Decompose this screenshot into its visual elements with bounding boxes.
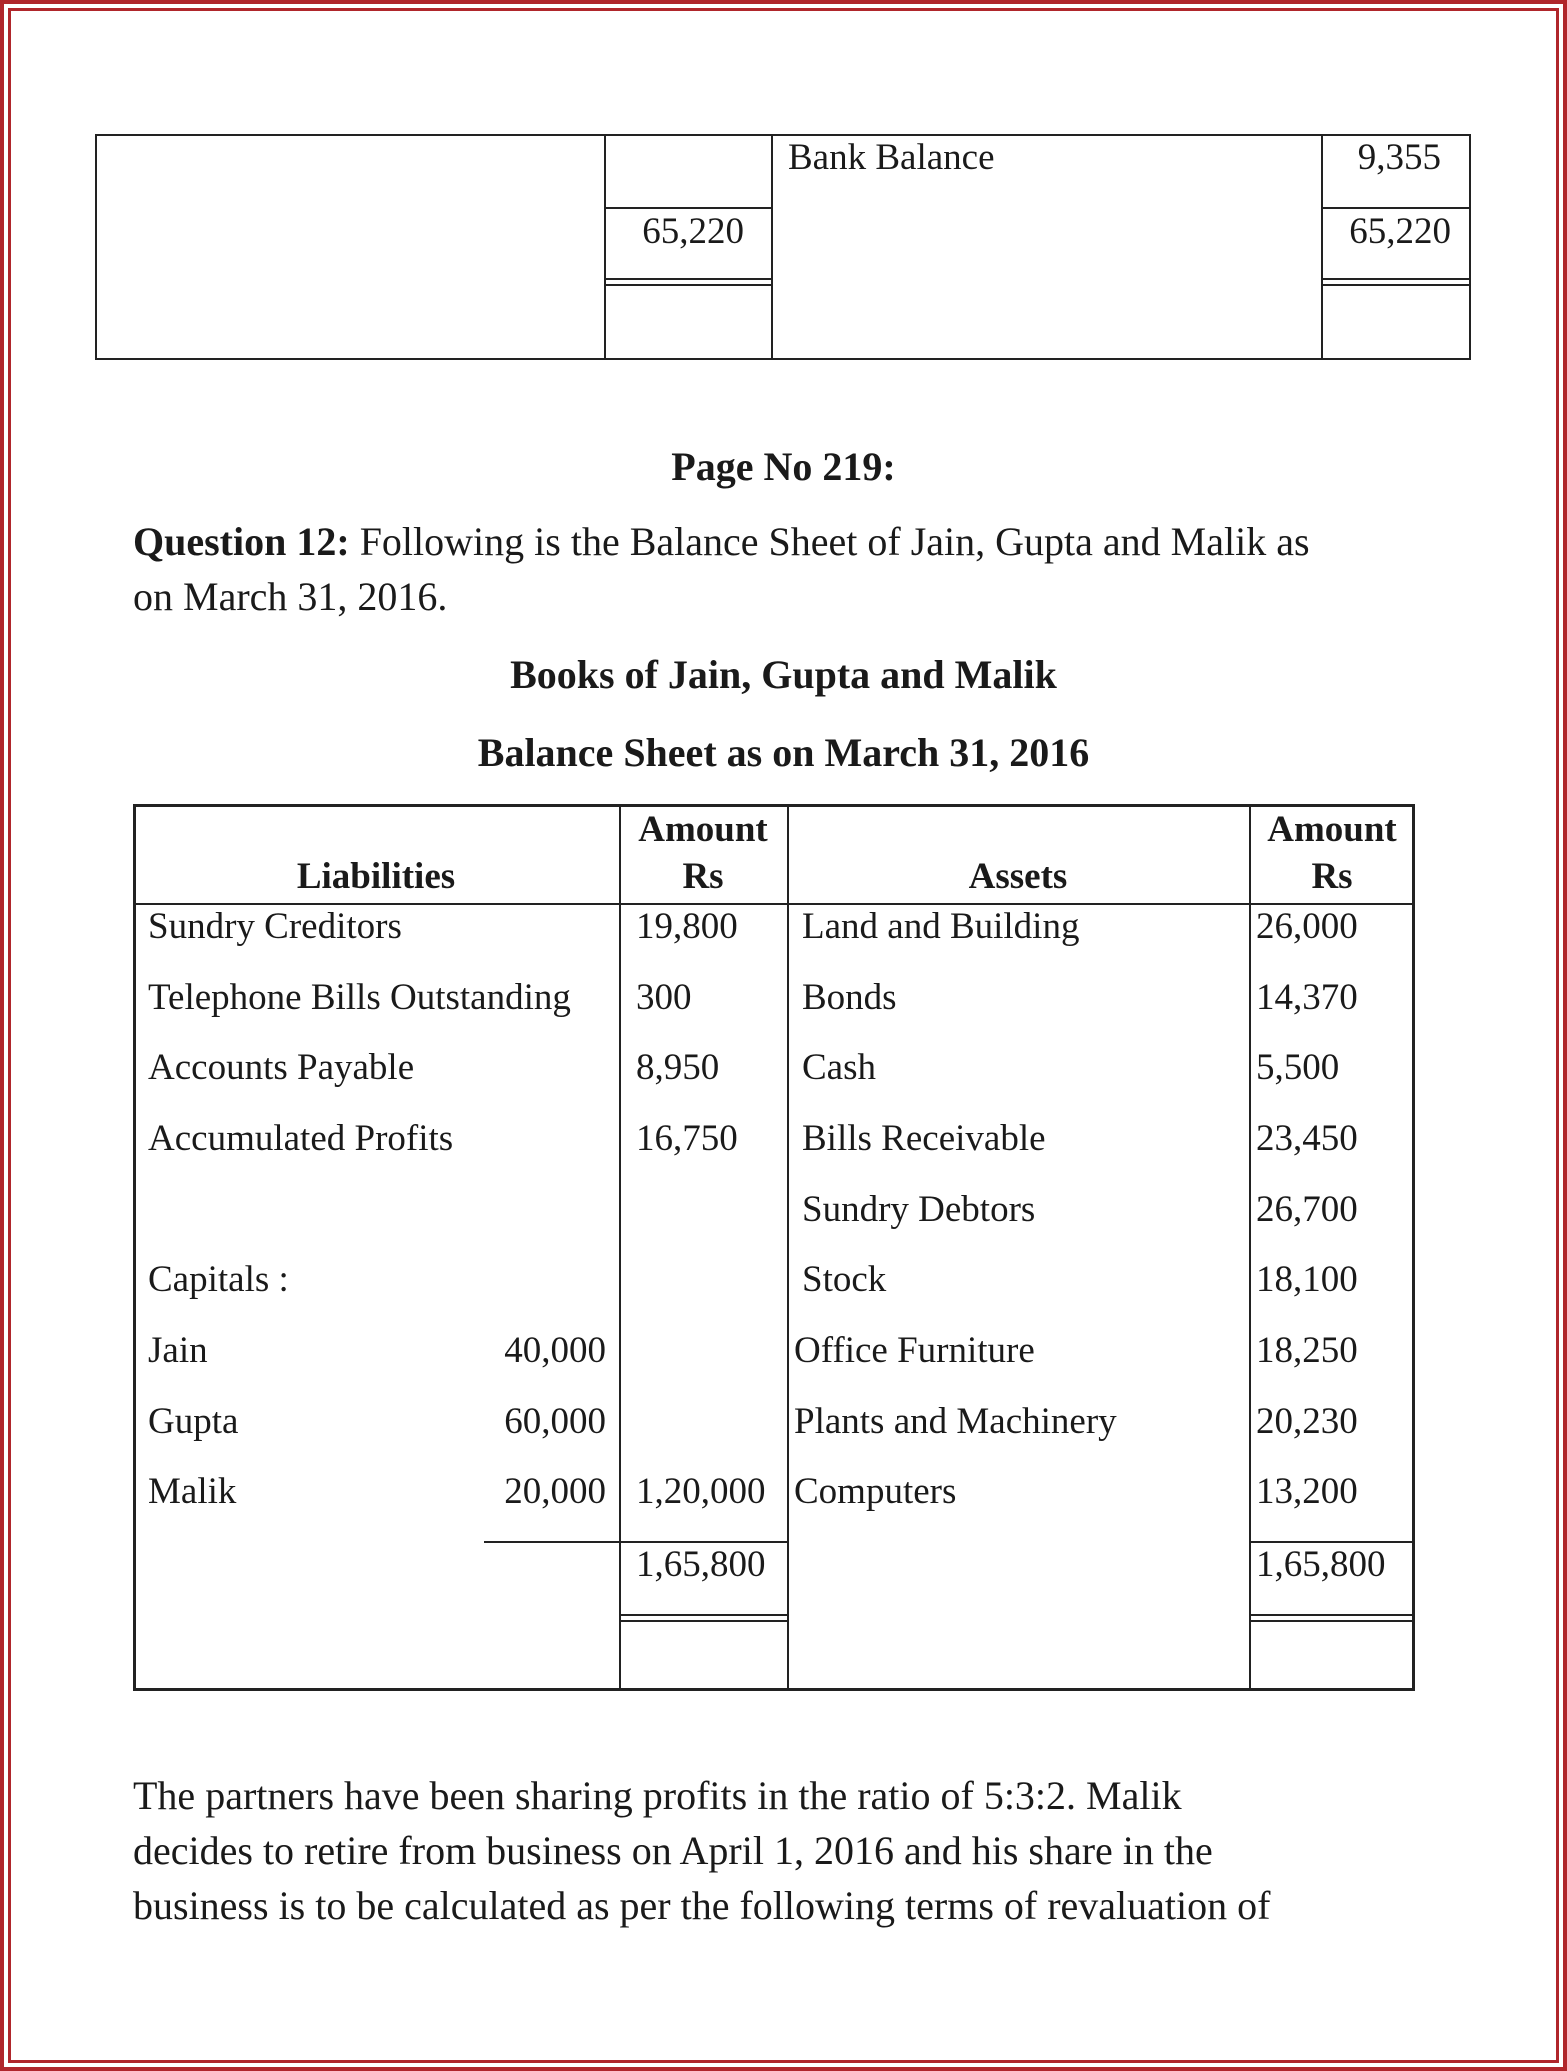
asset-amount: 26,700	[1256, 1189, 1358, 1230]
question-line2: on March 31, 2016.	[133, 574, 448, 619]
liability-amount: 16,750	[636, 1118, 738, 1159]
asset-amount: 14,370	[1256, 977, 1358, 1018]
capital-partner-amount: 60,000	[504, 1401, 606, 1442]
total-rule	[604, 284, 771, 286]
closing-line2: decides to retire from business on April 1, 2016 and his share in the	[133, 1828, 1213, 1873]
total-rule	[619, 1620, 787, 1622]
liability-label: Telephone Bills Outstanding	[148, 977, 571, 1018]
column-divider	[619, 804, 621, 1691]
capitals-subtotal-rule	[484, 1541, 619, 1543]
bank-balance-amount: 9,355	[1357, 137, 1441, 178]
total-rule	[1249, 1614, 1415, 1616]
question-label: Question 12:	[133, 519, 350, 564]
assets-total: 1,65,800	[1256, 1544, 1386, 1585]
asset-label: Cash	[802, 1047, 876, 1088]
asset-label: Land and Building	[802, 906, 1080, 947]
page-heading: Page No 219:	[671, 444, 896, 489]
total-rule	[604, 207, 771, 209]
total-rule	[1321, 284, 1471, 286]
balance-sheet-title: Balance Sheet as on March 31, 2016	[477, 730, 1090, 775]
total-rule	[1249, 1620, 1415, 1622]
asset-amount: 13,200	[1256, 1471, 1358, 1512]
capitals-total: 1,20,000	[636, 1471, 766, 1512]
asset-label: Bonds	[802, 977, 897, 1018]
question-text	[133, 514, 1453, 624]
amount-header-right: Amount	[1267, 809, 1397, 850]
left-total: 65,220	[642, 211, 744, 252]
liability-label: Accounts Payable	[148, 1047, 415, 1088]
asset-amount: 18,100	[1256, 1259, 1358, 1300]
column-divider	[1249, 804, 1251, 1691]
closing-line1: The partners have been sharing profits in the ratio of 5:3:2. Malik	[133, 1773, 1182, 1818]
asset-amount: 26,000	[1256, 906, 1358, 947]
unit-header-right: Rs	[1311, 856, 1353, 897]
liability-label: Sundry Creditors	[148, 906, 402, 947]
liabilities-header: Liabilities	[296, 856, 456, 897]
liability-label: Accumulated Profits	[148, 1118, 454, 1159]
capital-partner-name: Jain	[148, 1330, 208, 1371]
closing-line3: business is to be calculated as per the following terms of revaluation of	[133, 1883, 1271, 1928]
liabilities-total: 1,65,800	[636, 1544, 766, 1585]
capital-partner-amount: 20,000	[504, 1471, 606, 1512]
asset-label: Sundry Debtors	[802, 1189, 1036, 1230]
right-total: 65,220	[1349, 211, 1451, 252]
asset-amount: 5,500	[1256, 1047, 1340, 1088]
asset-label: Bills Receivable	[802, 1118, 1046, 1159]
asset-label: Stock	[802, 1259, 887, 1300]
asset-amount: 20,230	[1256, 1401, 1358, 1442]
capital-partner-amount: 40,000	[504, 1330, 606, 1371]
capital-partner-name: Gupta	[148, 1401, 239, 1442]
total-rule	[619, 1614, 787, 1616]
amount-header-left: Amount	[638, 809, 768, 850]
liability-amount: 8,950	[636, 1047, 720, 1088]
asset-label: Plants and Machinery	[794, 1401, 1117, 1442]
books-title: Books of Jain, Gupta and Malik	[510, 652, 1057, 697]
capitals-label: Capitals :	[148, 1259, 289, 1300]
asset-label: Computers	[794, 1471, 957, 1512]
capital-partner-name: Malik	[148, 1471, 237, 1512]
question-line1: Following is the Balance Sheet of Jain, Gupta and Malik as	[349, 519, 1310, 564]
asset-amount: 18,250	[1256, 1330, 1358, 1371]
total-rule	[1321, 278, 1471, 280]
bank-balance-label: Bank Balance	[788, 137, 995, 178]
total-rule	[604, 278, 771, 280]
table-divider	[771, 134, 773, 360]
closing-paragraph	[133, 1768, 1453, 1933]
continuation-table-border	[95, 134, 1471, 360]
column-divider	[787, 804, 789, 1691]
asset-label: Office Furniture	[794, 1330, 1035, 1371]
liability-amount: 19,800	[636, 906, 738, 947]
liability-amount: 300	[636, 977, 692, 1018]
asset-amount: 23,450	[1256, 1118, 1358, 1159]
total-rule	[1321, 207, 1471, 209]
unit-header-left: Rs	[682, 856, 724, 897]
assets-header: Assets	[968, 856, 1068, 897]
